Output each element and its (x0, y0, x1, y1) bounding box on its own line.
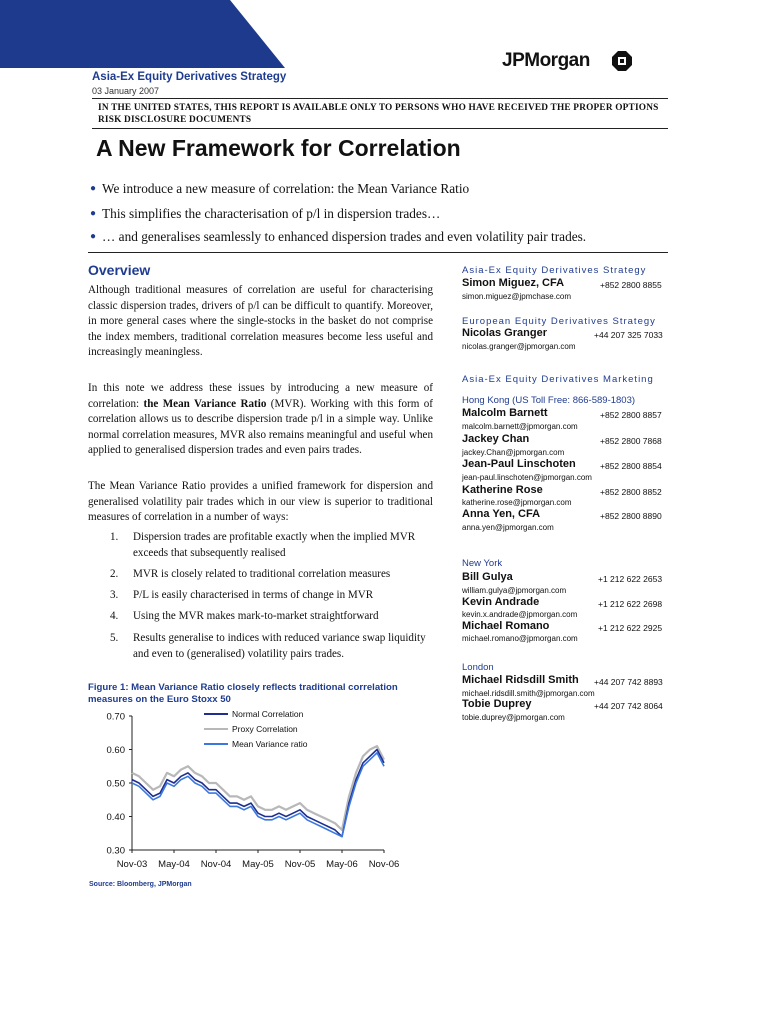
contact-email[interactable]: anna.yen@jpmorgan.com (462, 523, 554, 532)
x-tick-label: May-04 (158, 859, 190, 870)
x-tick-label: Nov-03 (116, 859, 148, 870)
logo-text: JPMorgan (502, 50, 590, 71)
divider (92, 128, 668, 129)
contact-phone: +44 207 325 7033 (594, 330, 663, 340)
y-tick-label: 0.40 (106, 812, 125, 823)
contact-phone: +1 212 622 2698 (598, 599, 663, 609)
contact-email[interactable]: jackey.Chan@jpmorgan.com (462, 448, 565, 457)
contact-name: Bill Gulya (462, 571, 513, 583)
y-tick-label: 0.70 (106, 711, 125, 723)
legend-label: Proxy Correlation (232, 724, 298, 734)
contact-email[interactable]: simon.miguez@jpmchase.com (462, 292, 572, 301)
contact-section-label: Asia-Ex Equity Derivatives Strategy (462, 265, 647, 276)
contact-name: Katherine Rose (462, 484, 543, 496)
contact-email[interactable]: michael.ridsdill.smith@jpmorgan.com (462, 689, 595, 698)
bullet-text: … and generalises seamlessly to enhanced dispersion trades and even volatility pair trades. (102, 229, 587, 244)
contact-email[interactable]: michael.romano@jpmorgan.com (462, 634, 578, 643)
x-tick-label: Nov-04 (200, 859, 232, 870)
contact-name: Malcolm Barnett (462, 407, 548, 419)
contact-phone: +44 207 742 8893 (594, 677, 663, 687)
contact-name: Michael Romano (462, 620, 550, 632)
overview-paragraph-1: Although traditional measures of correlation are useful for characterising classic dispersion trades, drivers of p/l can be difficult to quantify. Moreover, in more general cases where the single-stocks in the basket do not comprise the index members, traditional correlation measures become less useful and increasingly meaningless. (88, 284, 433, 359)
overview-paragraph-2: In this note we address these issues by introducing a new measure of correlation: the Mean Variance Ratio (MVR). Working with this form of correlation allows us to describe dispersion trade p/l in a simple way. Unlike normal correlation measures, MVR also remains meaningful and useful when applied to generalised dispersion trades and even pairs trades. (88, 382, 434, 457)
contact-name: Jackey Chan (462, 433, 530, 445)
contact-phone: +1 212 622 2653 (598, 574, 663, 584)
contact-email[interactable]: nicolas.granger@jpmorgan.com (462, 342, 576, 351)
y-tick-label: 0.50 (106, 778, 125, 790)
bullet-dot-icon: ● (90, 183, 97, 194)
contact-phone: +852 2800 8854 (600, 461, 662, 471)
x-tick-label: Nov-05 (284, 859, 316, 870)
series-line (132, 753, 384, 837)
series-line (132, 750, 384, 837)
disclaimer: IN THE UNITED STATES, THIS REPORT IS AVAILABLE ONLY TO PERSONS WHO HAVE RECEIVED THE PROPER OPTIONS RISK DISCLOSURE DOCUMENTS (98, 103, 659, 125)
contact-section-label: Asia-Ex Equity Derivatives Marketing (462, 374, 654, 385)
contact-phone: +852 2800 8890 (600, 511, 662, 521)
contact-phone: +1 212 622 2925 (598, 623, 663, 633)
octagon-logo-icon (612, 51, 632, 71)
contact-email[interactable]: malcolm.barnett@jpmorgan.com (462, 422, 578, 431)
bullet-dot-icon: ● (90, 231, 97, 242)
contact-phone: +44 207 742 8064 (594, 701, 663, 711)
contact-section-label: European Equity Derivatives Strategy (462, 316, 656, 327)
legend-label: Mean Variance ratio (232, 739, 308, 749)
contact-phone: +852 2800 7868 (600, 436, 662, 446)
correlation-chart (88, 706, 418, 878)
legend-label: Normal Correlation (232, 709, 304, 719)
contact-email[interactable]: katherine.rose@jpmorgan.com (462, 498, 572, 507)
x-tick-label: Nov-06 (368, 859, 400, 870)
page-title: A New Framework for Correlation (96, 135, 461, 161)
contact-phone: +852 2800 8852 (600, 487, 662, 497)
contact-email[interactable]: william.gulya@jpmorgan.com (462, 586, 567, 595)
region-label: Hong Kong (US Toll Free: 866-589-1803) (462, 395, 636, 406)
unit-name: Asia-Ex Equity Derivatives Strategy (92, 71, 287, 83)
x-tick-label: May-06 (326, 859, 358, 870)
x-tick-label: May-05 (242, 859, 274, 870)
contact-name: Nicolas Granger (462, 327, 547, 339)
bullet-text: We introduce a new measure of correlation: the Mean Variance Ratio (102, 181, 470, 196)
divider (88, 252, 668, 253)
bullet-item (90, 181, 469, 197)
divider (92, 98, 668, 99)
report-date: 03 January 2007 (92, 86, 160, 96)
contact-email[interactable]: kevin.x.andrade@jpmorgan.com (462, 610, 578, 619)
region-label: London (462, 662, 494, 673)
mvr-term: the Mean Variance Ratio (143, 397, 267, 410)
contact-name: Anna Yen, CFA (462, 508, 541, 520)
figure-title: Figure 1: Mean Variance Ratio closely reflects traditional correlation measures on the Euro Stoxx 50 (88, 682, 398, 705)
bullet-text: This simplifies the characterisation of p/l in dispersion trades… (102, 206, 441, 221)
contact-email[interactable]: tobie.duprey@jpmorgan.com (462, 713, 565, 722)
region-label: New York (462, 558, 503, 569)
bullet-dot-icon: ● (90, 208, 97, 219)
contact-name: Tobie Duprey (462, 698, 532, 710)
contact-name: Jean-Paul Linschoten (462, 458, 576, 470)
y-tick-label: 0.60 (106, 745, 125, 756)
contact-name: Kevin Andrade (462, 596, 540, 608)
contact-phone: +852 2800 8855 (600, 280, 662, 290)
corner-decoration (0, 0, 290, 70)
bullet-item (90, 229, 586, 245)
figure-source: Source: Bloomberg, JPMorgan (89, 881, 192, 888)
y-tick-label: 0.30 (106, 845, 125, 857)
overview-paragraph-3: The Mean Variance Ratio provides a unified framework for dispersion and generalised volatility pair trades which in our view is superior to traditional measures of correlation in a number of ways: (88, 480, 433, 524)
contact-name: Michael Ridsdill Smith (462, 674, 579, 686)
bullet-item (90, 206, 440, 222)
contact-email[interactable]: jean-paul.linschoten@jpmorgan.com (462, 473, 592, 482)
contact-name: Simon Miguez, CFA (462, 277, 565, 289)
contact-phone: +852 2800 8857 (600, 410, 662, 420)
overview-heading: Overview (88, 262, 151, 278)
